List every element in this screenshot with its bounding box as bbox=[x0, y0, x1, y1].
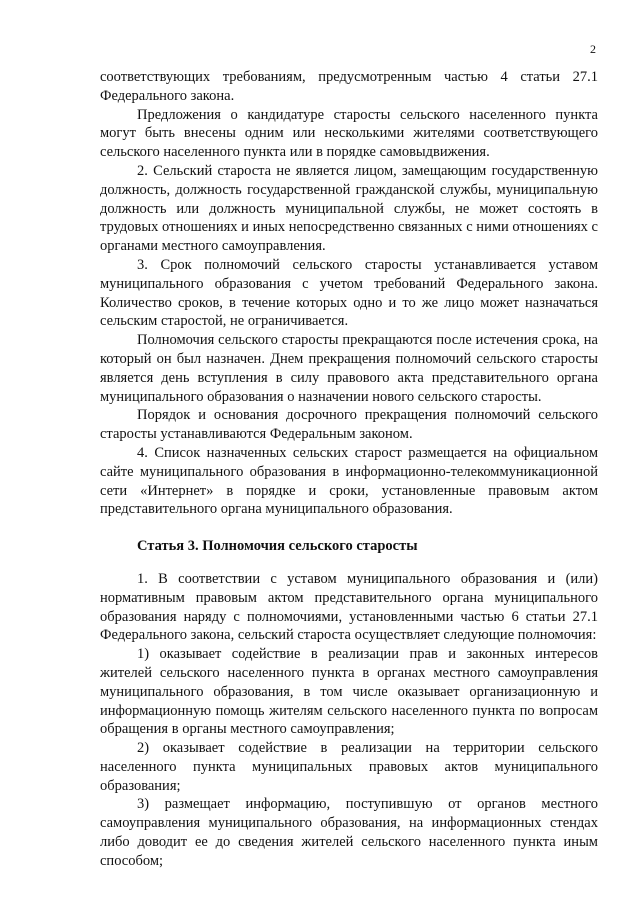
paragraph-item-2: 2. Сельский староста не является лицом, замещающим государственную должность, должность государственной гражданской службы, муниципальную должность или должность муниципальной службы, не может состоять в трудовых отношениях и иных непосредственно связанных с ними отношениях с органами местного самоуправления. bbox=[100, 162, 598, 255]
paragraph-continuation: соответствующих требованиям, предусмотренным частью 4 статьи 27.1 Федерального закона. bbox=[100, 69, 598, 104]
article-heading: Статья 3. Полномочия сельского старосты bbox=[137, 538, 418, 555]
paragraph-item-3: 3. Срок полномочий сельского старосты устанавливается уставом муниципального образования с учетом требований Федерального закона. Количество сроков, в течение которых одно и то же лицо может назначаться сельским старостой, не ограничивается. bbox=[100, 256, 598, 330]
paragraph-article-item-1: 1. В соответствии с уставом муниципального образования и (или) нормативным правовым актом представительного органа муниципального образования наряду с полномочиями, установленными частью 6 статьи 27.1 Федерального закона, сельский староста осуществляет следующие полномочия: bbox=[100, 570, 598, 644]
paragraph-term-end: Полномочия сельского старосты прекращаются после истечения срока, на который он был назначен. Днем прекращения полномочий сельского старосты является день вступления в силу правового акта представительного органа муниципального образования о назначении нового сельского старосты. bbox=[100, 332, 598, 405]
paragraph-candidate-proposals: Предложения о кандидатуре старосты сельского населенного пункта могут быть внесены одним или несколькими жителями соответствующего сельского населенного пункта или в порядке самовыдвижения. bbox=[100, 106, 598, 161]
paragraph-power-2: 2) оказывает содействие в реализации на территории сельского населенного пункта муниципальных правовых актов муниципального образования; bbox=[100, 740, 598, 794]
page-number: 2 bbox=[590, 42, 596, 56]
paragraph-item-4: 4. Список назначенных сельских старост размещается на официальном сайте муниципального образования в информационно-телекоммуникационной сети «Интернет» в порядке и сроки, установленные правовым актом представительного органа муниципального образования. bbox=[100, 444, 598, 518]
paragraph-early-termination: Порядок и основания досрочного прекращения полномочий сельского старосты устанавливаются Федеральным законом. bbox=[100, 407, 598, 443]
paragraph-power-1: 1) оказывает содействие в реализации прав и законных интересов жителей сельского населенного пункта в органах местного самоуправления муниципального образования, в том числе оказывает организационную и информационную помощь жителям сельского населенного пункта по вопросам обращения в органы местного самоуправления; bbox=[100, 646, 598, 738]
document-body bbox=[100, 68, 598, 871]
paragraph-power-3: 3) размещает информацию, поступившую от органов местного самоуправления муниципального образования, на информационных стендах либо доводит ее до сведения жителей сельского населенного пункта иным способом; bbox=[100, 796, 598, 869]
